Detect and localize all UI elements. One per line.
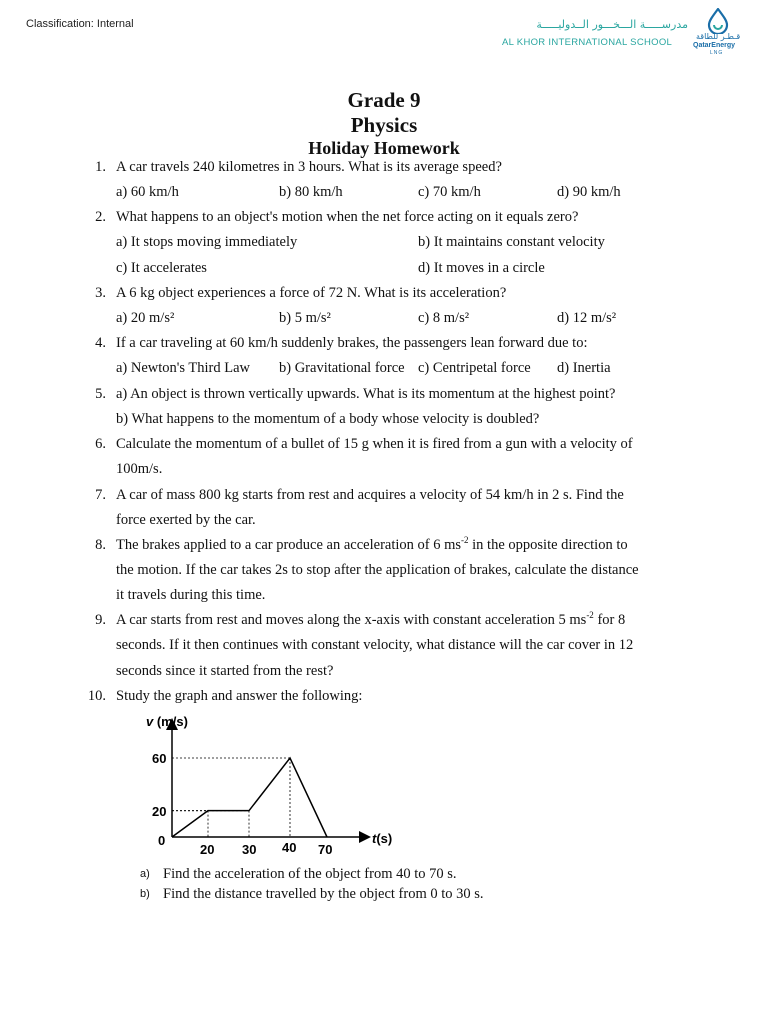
option-c: c) Centripetal force: [418, 360, 531, 376]
question-text: What happens to an object's motion when the net force acting on it equals zero?: [116, 209, 579, 225]
question-number: 3.: [95, 285, 106, 301]
question-number: 9.: [95, 612, 106, 628]
question-text-part: The brakes applied to a car produce an acceleration of 6 ms: [116, 537, 462, 553]
superscript: -2: [461, 535, 469, 545]
question-text-part: for 8: [593, 612, 626, 628]
question-text: Study the graph and answer the following:: [116, 688, 363, 704]
qatarenergy-logo-icon: [706, 8, 730, 34]
y-tick-20: 20: [152, 804, 167, 819]
y-tick-0: 0: [158, 833, 166, 848]
partner-name-arabic: قـطـر للطاقة: [696, 32, 741, 41]
superscript: -2: [586, 610, 594, 620]
homework-heading: Holiday Homework: [308, 138, 460, 158]
question-number: 1.: [95, 159, 106, 175]
option-b: b) 5 m/s²: [279, 310, 331, 326]
question-number: 2.: [95, 209, 106, 225]
guide-lines: [172, 758, 290, 837]
school-logo: [500, 8, 750, 58]
question-text: force exerted by the car.: [116, 512, 256, 528]
option-c: c) It accelerates: [116, 260, 207, 276]
question-text: b) What happens to the momentum of a body whose velocity is doubled?: [116, 411, 540, 427]
partner-sub: LNG: [710, 50, 724, 56]
option-d: d) Inertia: [557, 360, 611, 376]
question-text: A 6 kg object experiences a force of 72 N. What is its acceleration?: [116, 285, 507, 301]
velocity-time-graph: [140, 708, 410, 863]
classification-label: Classification: Internal: [26, 18, 134, 30]
school-name-english: AL KHOR INTERNATIONAL SCHOOL: [502, 37, 673, 48]
question-text: [116, 612, 625, 629]
subject-title: Physics: [350, 113, 418, 137]
question-text: it travels during this time.: [116, 587, 266, 603]
question-number: 10.: [87, 688, 106, 704]
question-text: the motion. If the car takes 2s to stop after the application of brakes, calculate the distance: [116, 562, 639, 578]
subpart-text: Find the acceleration of the object from 40 to 70 s.: [163, 866, 457, 882]
question-number: 6.: [95, 436, 106, 452]
subpart-marker: a): [140, 868, 150, 880]
subpart-text: Find the distance travelled by the object from 0 to 30 s.: [163, 886, 484, 902]
school-name-arabic: مدرســـــة الـــخـــور الــدوليـــــة: [536, 18, 688, 31]
y-tick-60: 60: [152, 751, 167, 766]
subpart-marker: b): [140, 888, 150, 900]
grade-title: Grade 9: [347, 88, 421, 112]
x-tick-40: 40: [282, 840, 297, 855]
question-text: seconds since it started from the rest?: [116, 663, 334, 679]
x-tick-70: 70: [318, 842, 333, 857]
question-text: A car of mass 800 kg starts from rest and acquires a velocity of 54 km/h in 2 s. Find the: [116, 487, 624, 503]
x-tick-30: 30: [242, 842, 257, 857]
question-text: 100m/s.: [116, 461, 163, 477]
question-text: Calculate the momentum of a bullet of 15 g when it is fired from a gun with a velocity of: [116, 436, 633, 452]
option-b: b) It maintains constant velocity: [418, 234, 605, 250]
option-b: b) 80 km/h: [279, 184, 343, 200]
x-tick-20: 20: [200, 842, 215, 857]
option-c: c) 70 km/h: [418, 184, 481, 200]
question-number: 4.: [95, 335, 106, 351]
option-c: c) 8 m/s²: [418, 310, 470, 326]
question-text: [116, 537, 628, 554]
option-d: d) 90 km/h: [557, 184, 621, 200]
question-number: 5.: [95, 386, 106, 402]
question-number: 7.: [95, 487, 106, 503]
question-text: seconds. If it then continues with constant velocity, what distance will the car cover in 12: [116, 637, 634, 653]
question-number: 8.: [95, 537, 106, 553]
option-d: d) 12 m/s²: [557, 310, 617, 326]
question-text: A car travels 240 kilometres in 3 hours. What is its average speed?: [116, 159, 502, 175]
x-axis-label: t(s): [372, 831, 393, 846]
y-axis-label: v (m/s): [146, 714, 188, 729]
option-a: a) 60 km/h: [116, 184, 179, 200]
option-b: b) Gravitational force: [279, 360, 405, 376]
question-text: If a car traveling at 60 km/h suddenly brakes, the passengers lean forward due to:: [116, 335, 588, 351]
option-d: d) It moves in a circle: [418, 260, 545, 276]
question-text-part: in the opposite direction to: [468, 537, 628, 553]
question-text: a) An object is thrown vertically upwards. What is its momentum at the highest point?: [116, 386, 616, 402]
partner-name: QatarEnergy: [693, 42, 736, 49]
question-text-part: A car starts from rest and moves along the x-axis with constant acceleration 5 ms: [116, 612, 587, 628]
option-a: a) 20 m/s²: [116, 310, 175, 326]
option-a: a) It stops moving immediately: [116, 234, 298, 250]
option-a: a) Newton's Third Law: [116, 360, 251, 376]
velocity-line: [172, 758, 327, 837]
